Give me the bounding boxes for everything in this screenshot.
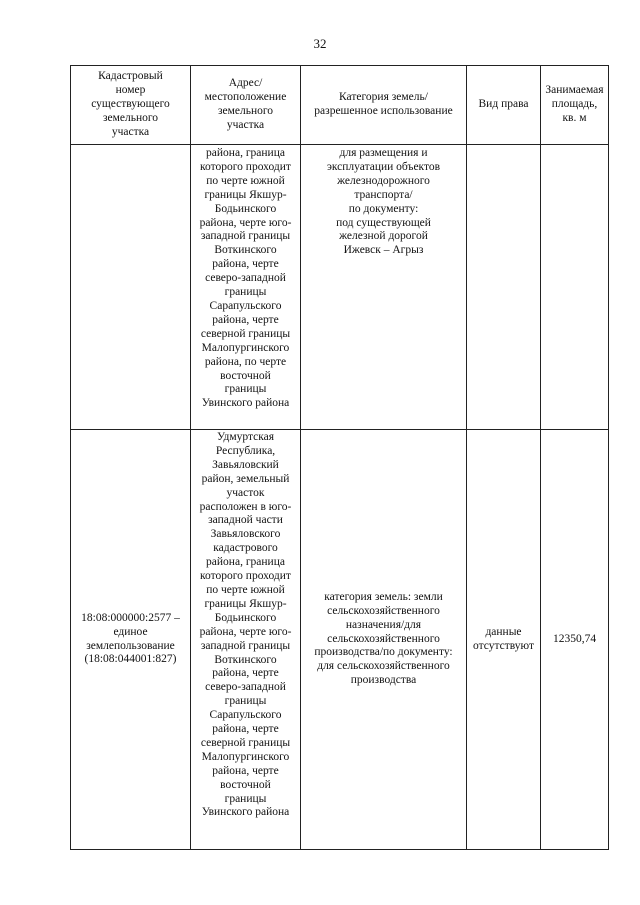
text-line: Занимаемая [545,84,604,97]
text-line: района, граница [206,147,285,159]
header-cadastral-number [71,66,191,145]
text-line: района, черте [212,723,279,736]
text-line: Ижевск – Агрыз [343,244,424,257]
text-line: западной границы [200,639,291,652]
text-line: земельного [217,105,274,117]
cell-land-category [301,430,467,850]
cell-address [191,145,301,430]
text-line: Увинского района [201,806,290,819]
text-line: района, черте [212,667,279,680]
text-line: производства/по документу: [314,646,453,659]
text-line: железной дорогой [339,230,428,243]
text-line: существующего [91,98,170,111]
text-line: Воткинского [214,244,277,257]
text-line: района, черте [212,258,279,271]
text-line: Категория земель/ [339,91,428,104]
text-line: Увинского района [201,397,290,410]
cell-right-type [467,430,541,850]
text-line: границы [224,383,267,396]
text-line: эксплуатации объектов [326,160,441,173]
text-line: производства [350,674,417,687]
text-line: Вид права [478,98,529,111]
cell-area [541,430,609,850]
text-line: категория земель: земли [324,590,443,603]
text-line: для размещения и [339,147,428,159]
text-line: северной границы [200,327,291,340]
text-line: восточной [220,778,271,791]
text-line: Республика, [215,444,276,457]
text-line: западной части [208,514,283,527]
text-line: района, черте [212,313,279,326]
text-line: которого проходит [200,160,291,173]
text-line: для сельскохозяйственного [317,660,450,673]
text-line: (18:08:044001:827) [84,653,177,666]
cell-land-category [301,145,467,430]
text-line: границы [224,695,267,708]
text-line: кв. м [562,111,587,124]
cell-cadastral-number [71,430,191,850]
text-line: Завьяловского [210,528,281,541]
page-number: 32 [313,36,327,51]
text-line: разрешенное использование [314,105,453,117]
text-line: Бодьинского [214,202,277,215]
text-line: отсутствуют [472,639,534,652]
header-address [191,66,301,145]
text-line: Адрес/ [228,77,263,90]
text-line: по документу: [348,202,419,215]
text-line: данные [485,625,522,638]
text-line: 12350,74 [552,632,597,645]
text-line: местоположение [204,91,287,104]
text-line: северной границы [200,736,291,749]
text-line: сельскохозяйственного [327,604,440,617]
text-line: восточной [220,369,271,382]
text-line: района, по черте [204,355,287,368]
text-line: которого проходит [200,570,291,583]
text-line: участка [111,125,150,138]
text-line: северо-западной [205,681,286,694]
text-line: Сарапульского [209,709,282,722]
text-line: транспорта/ [354,188,413,201]
text-line: участка [226,118,265,131]
cell-address [191,430,301,850]
text-line: северо-западной [205,272,286,285]
table-row [71,430,609,850]
table-row [71,145,609,430]
text-line: западной границы [200,230,291,243]
text-line: Завьяловский [212,458,279,471]
cell-right-type [467,145,541,430]
text-line: границы [224,286,267,299]
cell-area [541,145,609,430]
text-line: Бодьинского [214,611,277,624]
text-line: расположен в юго- [199,500,292,513]
text-line: район, земельный [201,472,290,485]
text-line: района, черте [212,764,279,777]
text-line: Кадастровый [98,70,163,83]
text-line: номер [115,84,146,97]
text-line: района, черте юго- [199,216,292,229]
text-line: участок [226,486,265,499]
table-header-row [71,66,609,145]
text-line: Удмуртская [216,431,275,443]
text-line: кадастрового [213,542,278,555]
text-line: железнодорожного [337,174,430,187]
text-line: границы [224,792,267,805]
header-area [541,66,609,145]
text-line: по черте южной [206,174,285,187]
text-line: границы Якшур- [204,597,287,610]
text-line: района, граница [206,556,285,569]
land-plots-table [70,65,609,850]
header-right-type [467,66,541,145]
text-line: Сарапульского [209,299,282,312]
text-line: 18:08:000000:2577 – [81,611,180,624]
header-land-category [301,66,467,145]
text-line: единое [113,625,148,638]
text-line: Малопургинского [201,750,290,763]
text-line: по черте южной [206,583,285,596]
cell-cadastral-number [71,145,191,430]
text-line: Воткинского [214,653,277,666]
text-line: сельскохозяйственного [327,632,440,645]
text-line: назначения/для [345,618,422,631]
text-line: границы Якшур- [204,188,287,201]
text-line: Малопургинского [201,341,290,354]
text-line: под существующей [336,216,431,229]
text-line: земельного [102,111,159,124]
text-line: района, черте юго- [199,625,292,638]
text-line: землепользование [86,639,175,652]
text-line: площадь, [551,98,598,111]
